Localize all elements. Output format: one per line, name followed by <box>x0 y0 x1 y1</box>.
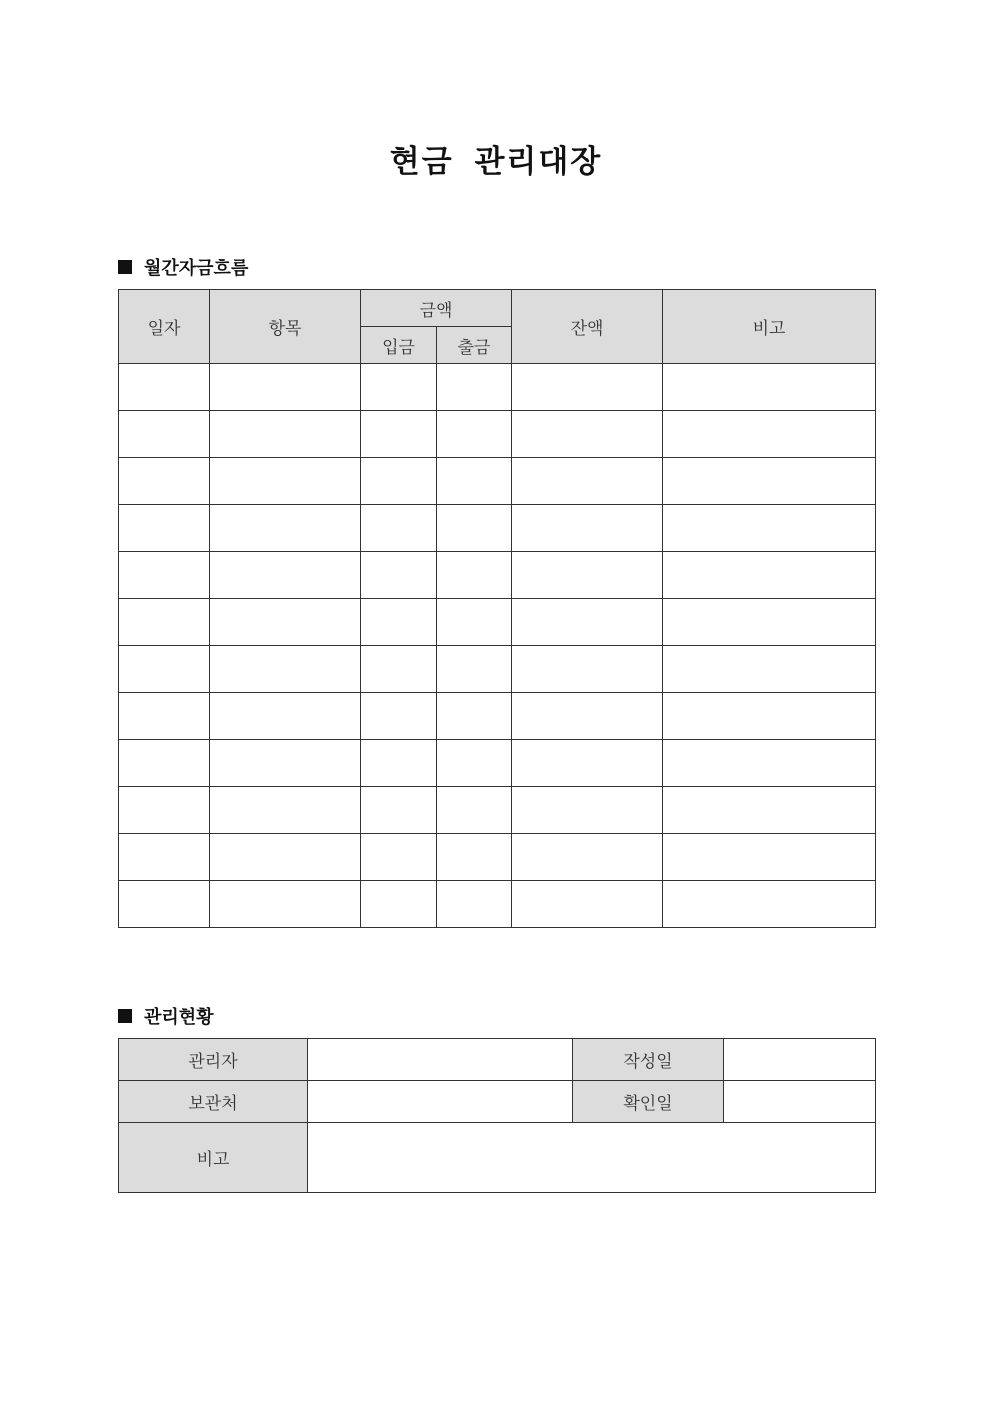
table-row <box>119 411 876 458</box>
balance-cell[interactable] <box>512 458 663 505</box>
header-balance: 잔액 <box>512 290 663 364</box>
withdrawal-cell[interactable] <box>437 740 512 787</box>
management-status-table <box>118 1038 876 1193</box>
table-row <box>119 458 876 505</box>
item-cell[interactable] <box>210 787 361 834</box>
table-row <box>119 599 876 646</box>
date-cell[interactable] <box>119 505 210 552</box>
withdrawal-cell[interactable] <box>437 552 512 599</box>
note-cell[interactable] <box>663 599 876 646</box>
confirmed-date-field[interactable] <box>724 1081 876 1123</box>
balance-cell[interactable] <box>512 646 663 693</box>
date-cell[interactable] <box>119 834 210 881</box>
balance-cell[interactable] <box>512 364 663 411</box>
item-cell[interactable] <box>210 646 361 693</box>
withdrawal-cell[interactable] <box>437 505 512 552</box>
note-field[interactable] <box>308 1123 876 1193</box>
date-cell[interactable] <box>119 364 210 411</box>
balance-cell[interactable] <box>512 411 663 458</box>
withdrawal-cell[interactable] <box>437 881 512 928</box>
section-heading-management-status <box>118 1003 214 1029</box>
deposit-cell[interactable] <box>361 411 437 458</box>
deposit-cell[interactable] <box>361 552 437 599</box>
header-deposit: 입금 <box>361 327 437 364</box>
label-storage: 보관처 <box>119 1081 308 1123</box>
balance-cell[interactable] <box>512 552 663 599</box>
note-cell[interactable] <box>663 505 876 552</box>
deposit-cell[interactable] <box>361 693 437 740</box>
square-bullet-icon <box>118 1009 132 1023</box>
table-row <box>119 693 876 740</box>
note-cell[interactable] <box>663 693 876 740</box>
balance-cell[interactable] <box>512 740 663 787</box>
header-item: 항목 <box>210 290 361 364</box>
note-cell[interactable] <box>663 552 876 599</box>
item-cell[interactable] <box>210 881 361 928</box>
item-cell[interactable] <box>210 693 361 740</box>
table-row <box>119 646 876 693</box>
label-note: 비고 <box>119 1123 308 1193</box>
withdrawal-cell[interactable] <box>437 834 512 881</box>
header-note: 비고 <box>663 290 876 364</box>
storage-field[interactable] <box>308 1081 573 1123</box>
table-row <box>119 505 876 552</box>
deposit-cell[interactable] <box>361 599 437 646</box>
date-cell[interactable] <box>119 599 210 646</box>
created-date-field[interactable] <box>724 1039 876 1081</box>
date-cell[interactable] <box>119 881 210 928</box>
deposit-cell[interactable] <box>361 646 437 693</box>
note-cell[interactable] <box>663 881 876 928</box>
item-cell[interactable] <box>210 505 361 552</box>
header-date: 일자 <box>119 290 210 364</box>
date-cell[interactable] <box>119 740 210 787</box>
date-cell[interactable] <box>119 646 210 693</box>
item-cell[interactable] <box>210 458 361 505</box>
label-confirmed-date: 확인일 <box>573 1081 724 1123</box>
header-withdrawal: 출금 <box>437 327 512 364</box>
item-cell[interactable] <box>210 599 361 646</box>
deposit-cell[interactable] <box>361 505 437 552</box>
cash-flow-rows <box>119 364 876 928</box>
deposit-cell[interactable] <box>361 364 437 411</box>
header-amount: 금액 <box>361 290 512 327</box>
balance-cell[interactable] <box>512 505 663 552</box>
withdrawal-cell[interactable] <box>437 411 512 458</box>
section-heading-label: 월간자금흐름 <box>144 258 249 279</box>
balance-cell[interactable] <box>512 599 663 646</box>
label-manager: 관리자 <box>119 1039 308 1081</box>
note-cell[interactable] <box>663 364 876 411</box>
section-heading-label: 관리현황 <box>144 1007 214 1028</box>
withdrawal-cell[interactable] <box>437 599 512 646</box>
table-row <box>119 881 876 928</box>
withdrawal-cell[interactable] <box>437 787 512 834</box>
note-cell[interactable] <box>663 411 876 458</box>
note-cell[interactable] <box>663 834 876 881</box>
item-cell[interactable] <box>210 834 361 881</box>
table-row <box>119 834 876 881</box>
balance-cell[interactable] <box>512 834 663 881</box>
deposit-cell[interactable] <box>361 787 437 834</box>
deposit-cell[interactable] <box>361 740 437 787</box>
date-cell[interactable] <box>119 458 210 505</box>
balance-cell[interactable] <box>512 881 663 928</box>
item-cell[interactable] <box>210 740 361 787</box>
table-row <box>119 364 876 411</box>
item-cell[interactable] <box>210 411 361 458</box>
deposit-cell[interactable] <box>361 458 437 505</box>
note-cell[interactable] <box>663 458 876 505</box>
table-row <box>119 740 876 787</box>
withdrawal-cell[interactable] <box>437 364 512 411</box>
manager-field[interactable] <box>308 1039 573 1081</box>
item-cell[interactable] <box>210 552 361 599</box>
section-heading-monthly-cash-flow <box>118 254 248 280</box>
withdrawal-cell[interactable] <box>437 646 512 693</box>
item-cell[interactable] <box>210 364 361 411</box>
balance-cell[interactable] <box>512 787 663 834</box>
document-title: 현금 관리대장 <box>389 144 603 180</box>
table-row <box>119 787 876 834</box>
balance-cell[interactable] <box>512 693 663 740</box>
date-cell[interactable] <box>119 552 210 599</box>
table-row <box>119 552 876 599</box>
monthly-cash-flow-table <box>118 289 876 928</box>
label-created-date: 작성일 <box>573 1039 724 1081</box>
date-cell[interactable] <box>119 787 210 834</box>
deposit-cell[interactable] <box>361 881 437 928</box>
square-bullet-icon <box>118 260 132 274</box>
note-cell[interactable] <box>663 787 876 834</box>
note-cell[interactable] <box>663 646 876 693</box>
withdrawal-cell[interactable] <box>437 458 512 505</box>
deposit-cell[interactable] <box>361 834 437 881</box>
note-cell[interactable] <box>663 740 876 787</box>
withdrawal-cell[interactable] <box>437 693 512 740</box>
date-cell[interactable] <box>119 693 210 740</box>
date-cell[interactable] <box>119 411 210 458</box>
